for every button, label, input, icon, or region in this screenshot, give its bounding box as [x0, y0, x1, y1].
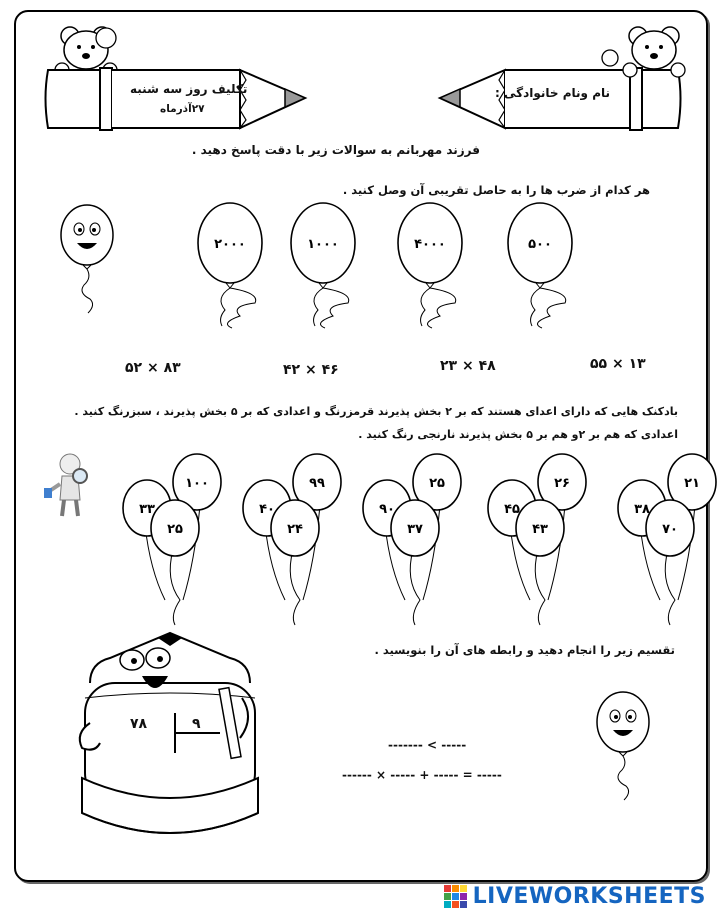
logo-tile	[452, 893, 459, 900]
logo-tile	[452, 901, 459, 908]
colorable-balloon[interactable]	[151, 500, 199, 556]
logo-tile	[444, 901, 451, 908]
balloon-number: ۲۵	[167, 522, 183, 537]
liveworksheets-logo-icon	[444, 885, 467, 908]
colorable-balloon[interactable]	[391, 500, 439, 556]
balloon-number: ۱۰۰	[185, 476, 209, 491]
balloon-number: ۲۱	[684, 476, 700, 491]
logo-tile	[460, 893, 467, 900]
q2-instruction-line1: بادکنک هایی که دارای اعدای هستند که بر ۲ بخش پذیرند قرمزرنگ و اعدادی که بر ۵ بخش پذیرند ، سبزرنگ کنید .	[74, 405, 678, 418]
logo-tile	[444, 893, 451, 900]
right-pencil-banner	[420, 18, 705, 138]
colorable-balloon[interactable]	[516, 500, 564, 556]
answer-balloon[interactable]	[508, 203, 572, 328]
divisor: ۹	[192, 716, 201, 732]
product-3: ۴۶ × ۴۲	[283, 362, 339, 378]
division-relation-line1[interactable]: ------- < -----	[388, 738, 467, 752]
q2-instruction-line2: اعدادی که هم بر ۲و هم بر ۵ بخش پذیرند نارنجی رنگ کنید .	[358, 428, 678, 441]
magnifier-person-icon	[40, 450, 95, 520]
student-name-label: نام ونام خانوادگی :	[495, 86, 610, 100]
left-pencil-banner	[40, 18, 325, 138]
answer-balloon[interactable]	[291, 203, 355, 328]
answer-balloon[interactable]	[198, 203, 262, 328]
balloon-number: ۹۰	[379, 502, 395, 517]
colorable-balloon[interactable]	[271, 500, 319, 556]
balloon-number: ۳۸	[634, 502, 650, 517]
liveworksheets-footer	[444, 881, 706, 911]
homework-title: تکلیف روز سه شنبه	[130, 82, 248, 96]
dividend: ۷۸	[130, 716, 148, 732]
colorable-balloon[interactable]	[646, 500, 694, 556]
balloon-number: ۴۳	[532, 522, 548, 537]
smiling-balloon-icon	[588, 690, 658, 810]
pencil-character	[70, 628, 270, 858]
balloon-group	[243, 454, 341, 625]
balloon-group	[363, 454, 461, 625]
division-relation-line2[interactable]: ------ × ----- + ----- = -----	[342, 768, 502, 782]
q2-balloon-groups	[95, 450, 700, 630]
logo-tile	[452, 885, 459, 892]
balloon-group	[488, 454, 586, 625]
product-2: ۴۸ × ۲۳	[440, 358, 496, 374]
balloon-value: ۱۰۰۰	[307, 237, 339, 252]
balloon-number: ۲۴	[287, 522, 303, 537]
q1-instruction: هر کدام از ضرب ها را به حاصل تقریبی آن وصل کنید .	[342, 183, 650, 197]
logo-tile	[460, 901, 467, 908]
balloon-number: ۷۰	[662, 522, 678, 537]
balloon-number: ۲۶	[554, 476, 570, 491]
balloon-number: ۳۷	[407, 522, 423, 537]
balloon-number: ۲۵	[429, 476, 445, 491]
answer-balloon[interactable]	[398, 203, 462, 328]
smiling-balloon-icon	[52, 203, 122, 323]
balloon-number: ۹۹	[309, 476, 325, 491]
logo-tile	[444, 885, 451, 892]
intro-text: فرزند مهربانم به سوالات زیر با دقت پاسخ دهید .	[191, 143, 480, 157]
balloon-value: ۴۰۰۰	[414, 237, 446, 252]
product-1: ۱۳ × ۵۵	[590, 356, 646, 372]
q1-balloons	[195, 198, 585, 333]
balloon-number: ۴۰	[259, 502, 275, 517]
balloon-group	[123, 454, 221, 625]
balloon-value: ۵۰۰	[528, 237, 552, 252]
balloon-number: ۴۵	[504, 502, 520, 517]
product-4: ۸۳ × ۵۲	[125, 360, 181, 376]
balloon-number: ۳۳	[139, 502, 155, 517]
logo-tile	[460, 885, 467, 892]
homework-date: ۲۷آذرماه	[160, 103, 205, 115]
q3-instruction: تقسیم زیر را انجام دهید و رابطه های آن را بنویسید .	[374, 643, 675, 657]
footer-brand: LIVEWORKSHEETS	[472, 883, 706, 909]
balloon-value: ۲۰۰۰	[214, 237, 246, 252]
